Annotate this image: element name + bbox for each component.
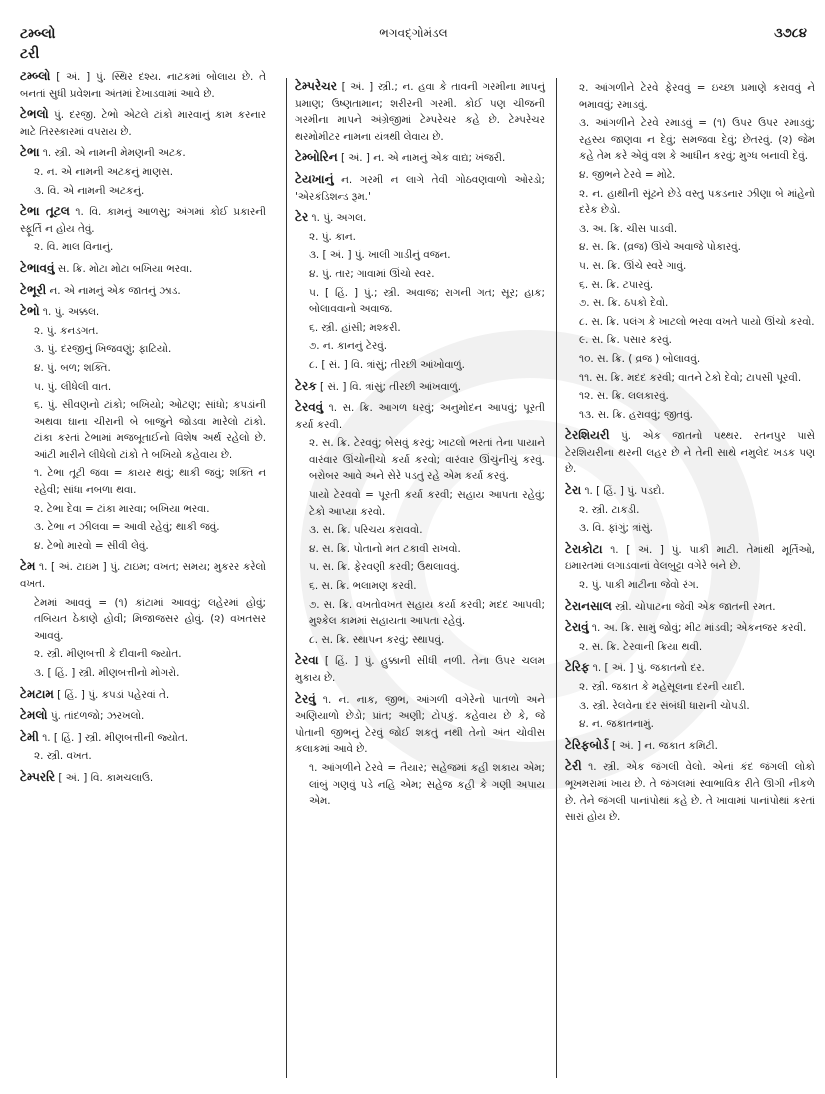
headword: ટેભા તૂટલ [20, 204, 70, 219]
headword: ટેમલો [20, 708, 48, 723]
definition: [ અં. ] ન. જકાત કમિટી. [612, 739, 718, 752]
sense: ૧. ટેભા તૂટી જવા = કાયર થવું; થાકી જવું; શક્તિ ન રહેવી; સાંધા નબળા થવા. [34, 467, 266, 497]
sense: ૨. વિ. માલ વિનાનું. [34, 241, 114, 254]
dictionary-entry [20, 106, 266, 140]
dictionary-entry [20, 558, 266, 681]
headword: ટેમટામ [20, 686, 54, 701]
sense: ૧૩. સ. ક્રિ. હરાવવું; જીતવું. [579, 408, 693, 421]
sense: ૨. સ. ક્રિ. ટેરવવું; બેસવું કરવું; ખાટલો ભરતાં તેના પાયાને વારંવાર ઊંચોનીચો કર્યા કરવો; વારંવાર ઊંચુંનીચું કરવું. બરોબર આવે અને સેરે પડતું રહે એમ કર્યા કરવું. [309, 437, 545, 483]
definition: ન. ગરમી ન લાગે તેવી ગોઠવણવાળો ઓરડો; 'એરકંડિશન્ડ રૂમ.' [295, 173, 545, 203]
headword: ટેરાવું [565, 620, 589, 635]
sense: ૨. સ્ત્રી. મીણબત્તી કે દીવાની જ્યોત. [34, 648, 182, 661]
dictionary-entry [565, 737, 815, 755]
sense: ૪. પું. બળ; શક્તિ. [34, 361, 111, 374]
headword: ટેભાવવું [20, 260, 55, 275]
headword: ટેમ [20, 559, 36, 574]
sense: ૭. ન. કાનનું ટેરવું. [309, 340, 388, 353]
sense: ૩. વિ. એ નામની અટકનું. [34, 184, 145, 197]
sense: ૧૨. સ. ક્રિ. લલકારવું. [579, 390, 669, 403]
sense: ૪. પું. તાર; ગાવામાં ઊંચો સ્વર. [309, 267, 435, 280]
dictionary-entry [295, 691, 545, 810]
headword: ટેર [295, 210, 309, 225]
headword: ટેભલો [20, 107, 49, 122]
definition: ૧. સ્ત્રી. એક જંગલી વેલો. એનાં કંદ જંગલી લોકો ભૂખમરામાં ખાય છે. તે જંગલમાં સ્વાભાવિક રીતે ઊગી નીકળે છે. તેને જંગલી પાનાંપોથાં કહે છે. તે ખાવામાં પાનાંપોથાં કરતાં સારાં હોય છે. [565, 761, 815, 824]
sense: ૯. સ. ક્રિ. પસાર કરવું. [579, 334, 672, 347]
sense: ૨. પું. કનડગત. [34, 324, 99, 337]
sense: ૨. આંગળીને ટેરવે ફેરવવું = ઇચ્છા પ્રમાણે કરાવવું ને ભમાવવું; રમાડવું. [579, 82, 815, 111]
definition: ૧. પું. અગલ. [311, 212, 367, 225]
column-1 [20, 68, 266, 791]
definition: [ અં. ] પું. સ્થિર દશ્ય. નાટકમાં બોલાય છે. તે બનતાં સુધી પ્રવેશના અંતમાં દેખાડવામાં આવે છે. [20, 71, 266, 100]
headword: ટેરવા [295, 653, 319, 668]
dictionary-entry [20, 303, 266, 554]
sense: ૭. સ. ક્રિ. વખતોવખત સહાય કર્યા કરવી; મદદ આપવી; મુશ્કેલ કામમાં સહાયતા આપતા રહેવું. [309, 598, 545, 628]
headword: ટેરવું [295, 691, 316, 706]
dictionary-entry [565, 541, 815, 594]
definition: ૧. અ. ક્રિ. સામું જોવું; મીટ માંડવી; એકનજર કરવી. [591, 622, 807, 635]
sense: ૧. આંગળીને ટેરવે = તૈયાર; સહેજમાં કહી શકાય એમ; લાંબું ગણવું પડે નહિ એમ; સહેજ કહી કે ગણી અપાય એમ. [309, 761, 545, 808]
sense: ૫. [ હિં. ] પું.; સ્ત્રી. અવાજ; રાગની ગત; સૂર; હાક; બોલાવવાનો અવાજ. [309, 286, 545, 316]
guide-word-first: ટમ્બ્લો [20, 26, 56, 42]
headword: ટેરક [295, 378, 317, 393]
sense: ૩. પું. દરજીનું ખિજવણું; ફાટિયો. [34, 343, 172, 356]
dictionary-entry [20, 769, 266, 787]
dictionary-entry [565, 659, 815, 732]
sense: ૪. જીભને ટેરવે = મોઢે. [579, 168, 676, 181]
headword: ટેભા [20, 145, 40, 160]
dictionary-entry [295, 652, 545, 686]
sense: ૮. સ. ક્રિ. સ્થાપન કરવું; સ્થાપવું. [309, 633, 445, 646]
dictionary-entry [20, 68, 266, 102]
headword: ટેરાકોટા [565, 541, 603, 556]
page-header [20, 22, 807, 62]
sense: ૬. સ. ક્રિ. ટપારવું. [579, 278, 654, 291]
headword: ટેભો [20, 304, 40, 319]
dictionary-entry [295, 171, 545, 205]
sense: ૧૦. સ. ક્રિ. ( વ્રજ ) બોલાવવું. [579, 352, 701, 365]
dictionary-entry [295, 78, 545, 145]
headword: ટેરાનસાલ [565, 598, 612, 613]
dictionary-entry [20, 686, 266, 704]
sense: ૪. ટેભો મારવો = સીવી લેવું. [34, 539, 149, 552]
guide-word-last: ટરી [20, 46, 40, 62]
dictionary-entry [565, 598, 815, 616]
definition: [ અં. ] સ્ત્રી.; ન. હવા કે તાવની ગરમીના માપનું પ્રમાણ; ઉષ્ણતામાન; શરીરની ગરમી. કોઈ પણ ચીજની ગરમીના માપને અંગ્રેજીમાં ટેમ્પરેચર કહે છે. ટેમ્પરેચર થરમોમીટર નામના યંત્રથી લેવાય છે. [295, 81, 545, 143]
sense: ૫. પું. લીધેલી વાત. [34, 380, 112, 393]
sense: ૨. ટેભા દેવા = ટાંકા મારવા; બખિયા ભરવા. [34, 502, 210, 515]
dictionary-entry [20, 707, 266, 725]
definition: [ અં. ] વિ. કામચલાઉ. [58, 771, 154, 784]
sense: ૧૧. સ. ક્રિ. મદદ કરવી; વાતને ટેકો દેવો; ટાપસી પૂરવી. [579, 371, 802, 384]
definition: ૧. સ્ત્રી. એ નામની મેમણની અટક. [42, 147, 186, 160]
dictionary-entry [295, 149, 545, 167]
sense: ૫. સ. ક્રિ. ઊંચે સ્વરે ગાવું. [579, 259, 687, 272]
headword: ટેરી [565, 759, 582, 774]
sense: ૨. ન. હાથીની સૂંઢને છેડે વસ્તુ પકડનાર ઝીણા બે માંહેનો દરેક છેડો. [579, 187, 815, 217]
definition: ન. એ નામનું એક જાતનું ઝાડ. [49, 284, 181, 297]
sense: ૪. સ. ક્રિ. (વ્રજ) ઊંચે અવાજે પોકારવું. [579, 241, 741, 254]
sense: ૫. સ. ક્રિ. ફેરવણી કરવી; ઉથલાવવું. [309, 561, 460, 574]
definition: સ. ક્રિ. મોટા મોટા બખિયા ભરવા. [57, 262, 193, 275]
dictionary-entry [565, 758, 815, 825]
headword: ટમ્બ્લો [20, 69, 51, 83]
dictionary-entry [20, 144, 266, 199]
sense: ૪. ન. જકાતનામું. [579, 718, 654, 731]
definition: ૧. સ. ક્રિ. આગળ ધરવું; અનુમોદન આપવું; પૂરતી કર્યા કરવી. [295, 402, 545, 431]
sense: ૩. ટેભા ન ઝીલવા = આવી રહેવું; થાકી જવું. [34, 521, 220, 534]
sense: ૩. આંગળીને ટેરવે રમાડવું = (૧) ઉપર ઉપર રમાડવું; રહસ્ય જાણવા ન દેવું; સમજવા દેવું; છેતરવું. (૨) જેમ કહે તેમ કરે એવું વશ કે આધીન કરવું; મુગ્ધ બનાવી દેવું. [579, 117, 815, 163]
definition: પું. દરજી. ટેભો એટલે ટાંકો મારવાનું કામ કરનાર માટે તિરસ્કારમાં વપરાય છે. [20, 109, 266, 138]
sense: ૨. સ્ત્રી. વખત. [34, 750, 92, 763]
definition: [ સં. ] વિ. ત્રાંસું; તીરછી આંખવાળું. [319, 380, 462, 393]
definition: ૧. પું. અક્કલ. [42, 306, 100, 319]
sense: પાયો ટેરવવો = પૂરતી કર્યા કરવી; સહાય આપતા રહેવું; ટેકો આપ્યા કરવો. [309, 489, 545, 518]
sense: ૨. પું. કાન. [309, 230, 356, 243]
definition: [ હિં. ] પું. કપડાં પહેરવાં તે. [57, 688, 170, 701]
definition: ૧. [ હિં. ] સ્ત્રી. મીણબત્તીની જ્યોત. [42, 731, 189, 744]
headword: ટેમ્પરરિ [20, 769, 56, 784]
sense: ૩. સ્ત્રી. રેલવેના દર સંબંધી ધારાની ચોપડી. [579, 699, 750, 712]
headword: ટેરિફબોર્ડ [565, 737, 609, 752]
dictionary-entry [295, 209, 545, 373]
sense: ૩. [ હિં. ] સ્ત્રી. મીણબત્તીનો મોગરો. [34, 667, 180, 679]
dictionary-entry [295, 378, 545, 396]
sense: ૨. સ્ત્રી. ટાકડી. [579, 503, 640, 516]
sense: ૮. સ. ક્રિ. પલંગ કે ખાટલો ભરવા વખતે પાયો ઊંચો કરવો. [579, 315, 815, 328]
dictionary-entry [565, 80, 815, 423]
definition: સ્ત્રી. ચોપાટના જેવી એક જાતની રમત. [615, 600, 776, 613]
book-title: ભગવદ્ગોમંડલ [379, 26, 448, 40]
sense: ૬. સ. ક્રિ. ભલામણ કરવી. [309, 580, 417, 593]
definition: ૧. [ હિં. ] પું. પડદો. [584, 485, 665, 498]
headword: ટેમ્પરેચર [295, 79, 337, 93]
sense: ૬. પું. સીવણનો ટાંકો; બખિયો; ઓટણ; સાંધો; કપડાંની અથવા ઘાના ચીરાની બે બાજુને જોડવા મારેલો ટાંકો. ટાંકા કરતાં ટેભામાં મજબૂતાઈનો વિશેષ અર્થ રહેલો છે. આંટી મારીને લીધેલો ટાંકો તે બખિયો કહેવાય છે. [34, 399, 266, 461]
sense: ટેમમાં આવવું = (૧) કાંટામાં આવવું; લહેરમાં હોવું; તબિયત ઠેકાણે હોવી; મિજાજસર હોવું. (૨) વખતસર આવવું. [34, 596, 266, 642]
sense: ૩. વિ. ફાંગું; ત્રાંસું. [579, 522, 653, 535]
sense: ૨. સ. ક્રિ. ટેરવાની ક્રિયા થવી. [579, 640, 703, 653]
dictionary-entry [295, 399, 545, 648]
dictionary-entry [20, 203, 266, 256]
headword: ટેરિફ [565, 660, 590, 675]
sense: ૨. ન. એ નામની અટકનું માણસ. [34, 165, 174, 178]
dictionary-entry [20, 729, 266, 765]
column-3 [556, 78, 815, 1078]
headword: ટેરા [565, 483, 582, 498]
sense: ૪. સ. ક્રિ. પોતાનો મત ટકાવી રાખવો. [309, 542, 461, 555]
page-number: ૩૭૮૪ [774, 26, 807, 41]
definition: પું. એક જાતનો પથ્થર. રતનપુર પાસે ટેરશિયરીના થરની લહર છે ને તેની સાથે નમુલેદ ખડક પણ છે. [565, 430, 815, 476]
definition: ૧. [ અં. ] પું. પાકી માટી. તેમાંથી મૂર્તિઓ, ઇમારતમાં લગાડવાનાં વેલબુટ્ટા વગેરે બને છે. [565, 543, 815, 573]
dictionary-entry [565, 619, 815, 655]
sense: ૮. [ સં. ] વિ. ત્રાંસું; તીરછી આંખોવાળું. [309, 358, 465, 371]
sense: ૨. પું. પાકી માટીના જેવો રંગ. [579, 579, 699, 592]
definition: ૧. [ અં. ] પું. જકાતનો દર. [592, 662, 705, 675]
headword: ટેમી [20, 729, 39, 744]
definition: [ અં. ] ન. એ નામનું એક વાદ્ય; ખંજરી. [340, 152, 506, 165]
headword: ટેભૂરી [20, 282, 47, 297]
headword: ટેયખાનું [295, 171, 334, 186]
column-2 [286, 78, 545, 1078]
definition: ૧. [ અં. ટાઇમ ] પું. ટાઇમ; વખત; સમય; મુકરર કરેલો વખત. [20, 561, 266, 591]
definition: પું. તાંદળજો; ઝરખલો. [50, 710, 145, 723]
definition: ૧. ન. નાક, જીભ, આંગળી વગેરેનો પાતળો અને અણિયાળો છેડો; પ્રાંત; અણી; ટોપકું. કહેવાય છે કે, જે પોતાની જીભનું ટેરવું જોઈ શકતું નથી તેનો અંત ચોવીસ કલાકમાં આવે છે. [295, 693, 545, 756]
definition: ૧. વિ. કામનું આળસુ; અંગમાં કોઈ પ્રકારની સ્ફૂર્તિ ન હોય તેવું. [20, 206, 266, 235]
headword: ટેરવવું [295, 400, 324, 415]
sense: ૨. સ્ત્રી. જકાત કે મહેસૂલના દરની યાદી. [579, 681, 745, 693]
sense: ૩. અ. ક્રિ. ચીસ પાડવી. [579, 222, 678, 235]
headword: ટેમ્બોરિન [295, 150, 338, 165]
sense: ૭. સ. ક્રિ. ઠપકો દેવો. [579, 297, 669, 310]
dictionary-entry [565, 482, 815, 537]
definition: [ હિં. ] પું. હુક્કાની સીધી નળી. તેના ઉપર ચલમ મુકાય છે. [295, 655, 545, 684]
dictionary-entry [20, 282, 266, 300]
sense: ૩. [ અં. ] પું. ખાલી ગાડીનું વજન. [309, 249, 451, 262]
dictionary-entry [20, 260, 266, 278]
sense: ૩. સ. ક્રિ. પરિચય કરાવવો. [309, 524, 423, 537]
headword: ટેરશિયરી [565, 428, 610, 443]
dictionary-entry [565, 427, 815, 478]
sense: ૬. સ્ત્રી. હાંસી; મશ્કરી. [309, 321, 401, 334]
